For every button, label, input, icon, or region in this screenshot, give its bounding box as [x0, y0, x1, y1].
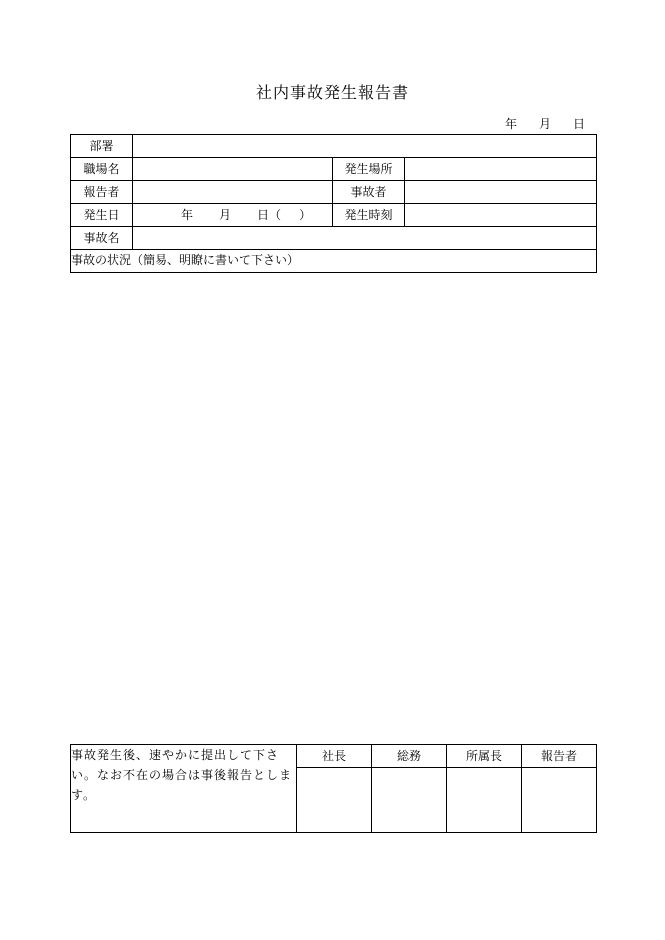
- department-label: 部署: [71, 135, 133, 158]
- occurrence-date-field[interactable]: [133, 204, 333, 227]
- row-description: [71, 250, 597, 273]
- occurrence-time-label: 発生時刻: [333, 204, 405, 227]
- stamp-manager[interactable]: [447, 768, 522, 833]
- description-field[interactable]: [71, 250, 597, 273]
- reporter-field[interactable]: [133, 181, 333, 204]
- description-label: 事故の状況（簡易、明瞭に書いて下さい）: [71, 253, 300, 267]
- weekday-open: （: [269, 208, 282, 222]
- occurrence-year: 年: [181, 208, 194, 222]
- row-department: [71, 135, 597, 158]
- accident-person-field[interactable]: [405, 181, 597, 204]
- reporter-label: 報告者: [71, 181, 133, 204]
- report-date-year: 年: [504, 117, 517, 131]
- role-manager: 所属長: [447, 745, 522, 768]
- role-general-affairs: 総務: [372, 745, 447, 768]
- approval-table: [70, 744, 597, 833]
- submission-note: 事故発生後、速やかに提出して下さい。なお不在の場合は事後報告とします。: [71, 745, 297, 833]
- report-date: [505, 115, 585, 132]
- workplace-label: 職場名: [71, 158, 133, 181]
- occurrence-day: 日: [257, 208, 270, 222]
- location-field[interactable]: [405, 158, 597, 181]
- occurrence-month: 月: [219, 208, 232, 222]
- stamp-reporter[interactable]: [522, 768, 597, 833]
- department-field[interactable]: [133, 135, 597, 158]
- row-workplace: [71, 158, 597, 181]
- page-title: 社内事故発生報告書: [255, 83, 409, 102]
- role-president: 社長: [297, 745, 372, 768]
- stamp-president[interactable]: [297, 768, 372, 833]
- report-date-month: 月: [538, 117, 551, 131]
- row-accident-name: [71, 227, 597, 250]
- report-form: [70, 134, 597, 273]
- approval-header-row: [71, 745, 597, 768]
- occurrence-date-label: 発生日: [71, 204, 133, 227]
- workplace-field[interactable]: [133, 158, 333, 181]
- role-reporter: 報告者: [522, 745, 597, 768]
- occurrence-time-field[interactable]: [405, 204, 597, 227]
- location-label: 発生場所: [333, 158, 405, 181]
- row-occurrence: [71, 204, 597, 227]
- accident-name-label: 事故名: [71, 227, 133, 250]
- accident-name-field[interactable]: [133, 227, 597, 250]
- stamp-general-affairs[interactable]: [372, 768, 447, 833]
- accident-person-label: 事故者: [333, 181, 405, 204]
- weekday-close: ）: [299, 208, 312, 222]
- report-date-day: 日: [572, 117, 585, 131]
- row-reporter: [71, 181, 597, 204]
